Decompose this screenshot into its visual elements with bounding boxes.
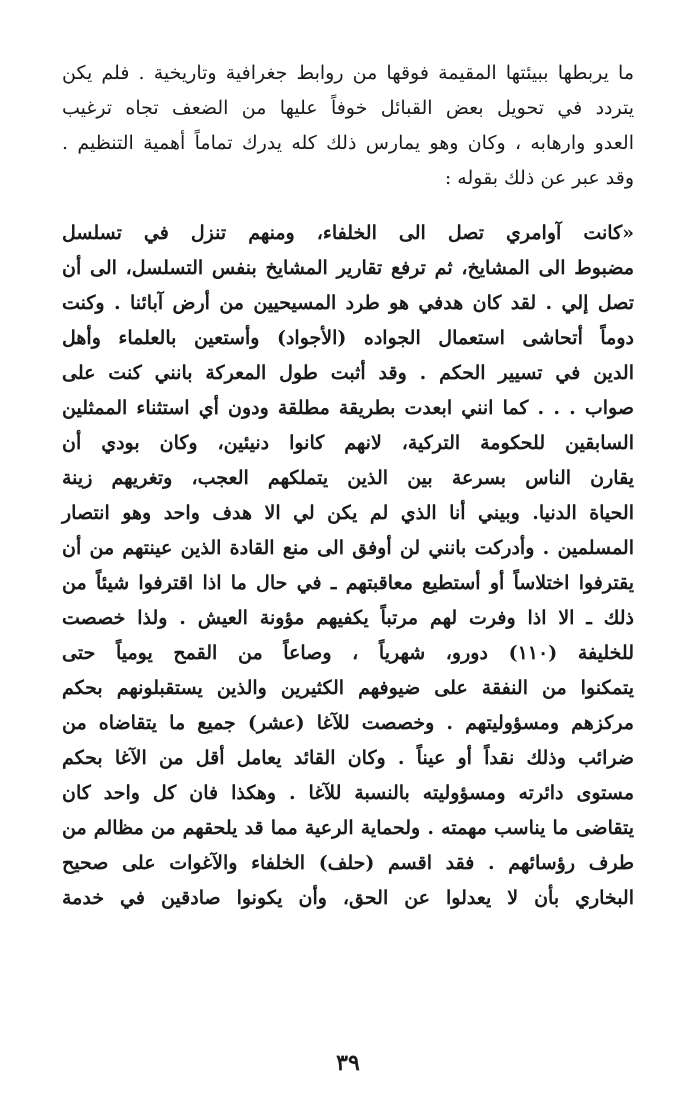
quote-line: ضرائب وذلك نقداً أو عيناً . وكان القائد يعامل أقل من الآغا بحكم <box>62 747 634 769</box>
quote-line: البخاري بأن لا يعدلوا عن الحق، وأن يكونوا صادقين في خدمة <box>62 887 634 909</box>
paragraph-line: وقد عبر عن ذلك بقوله : <box>444 167 634 189</box>
quote-line: الدين في تسيير الحكم . وقد أثبت طول المعركة بانني كنت على <box>62 362 634 384</box>
quote-line: يقارن الناس بسرعة بين الذين يتملكهم العجب، وتغريهم زينة <box>62 467 634 489</box>
quote-line: السابقين للحكومة التركية، لانهم كانوا دنيئين، وكان بودي أن <box>62 432 634 454</box>
paragraph-line: ما يربطها ببيئتها المقيمة فوقها من روابط جغرافية وتاريخية . فلم يكن <box>62 62 634 84</box>
book-page <box>62 56 634 1076</box>
quote-line: للخليفة (١١٠) دورو، شهرياً ، وصاعاً من القمح يومياً حتى <box>62 642 634 664</box>
quote-line: «كانت آوامري تصل الى الخلفاء، ومنهم تنزل في تسلسل <box>62 222 634 244</box>
paragraph-line: العدو وارهابه ، وكان وهو يمارس ذلك كله يدرك تماماً أهمية التنظيم . <box>62 132 634 154</box>
quote-line: مضبوط الى المشايخ، ثم ترفع تقارير المشايخ بنفس التسلسل، الى أن <box>62 257 634 279</box>
quote-line: يقترفوا اختلاساً أو أستطيع معاقبتهم ـ في حال ما اذا اقترفوا شيئاً من <box>62 572 634 594</box>
quote-line: دوماً أتحاشى استعمال الجواده (الأجواد) وأستعين بالعلماء وأهل <box>62 327 634 349</box>
quote-line: طرف رؤسائهم . فقد اقسم (حلف) الخلفاء والآغوات على صحيح <box>62 852 634 874</box>
quote-line: يتقاضى ما يناسب مهمته . ولحماية الرعية مما قد يلحقهم من مظالم من <box>62 817 634 839</box>
page-number: ٣٩ <box>336 1050 360 1076</box>
quote-line: مركزهم ومسؤوليتهم . وخصصت للآغا (عشر) جميع ما يتقاضاه من <box>62 712 634 734</box>
quote-line: ذلك ـ الا اذا وفرت لهم مرتباً يكفيهم مؤونة العيش . ولذا خصصت <box>62 607 634 629</box>
quote-line: مستوى دائرته ومسؤوليته بالنسبة للآغا . وهكذا فان كل واحد كان <box>62 782 634 804</box>
paragraph-line: يتردد في تحويل بعض القبائل خوفاً عليها من الضعف تجاه ترغيب <box>62 97 634 119</box>
quote-line: صواب . . . كما انني ابعدت بطريقة مطلقة ودون أي استثناء الممثلين <box>62 397 634 419</box>
quote-line: المسلمين . وأدركت بانني لن أوفق الى منع القادة الذين عينتهم من أن <box>62 537 634 559</box>
quote-line: يتمكنوا من النفقة على ضيوفهم الكثيرين والذين يستقبلونهم بحكم <box>62 677 634 699</box>
quote-line: الحياة الدنيا. وبيني أنا الذي لم يكن لي الا هدف واحد وهو انتصار <box>62 502 634 524</box>
quote-line: تصل إلي . لقد كان هدفي هو طرد المسيحيين من أرض آبائنا . وكنت <box>62 292 634 314</box>
